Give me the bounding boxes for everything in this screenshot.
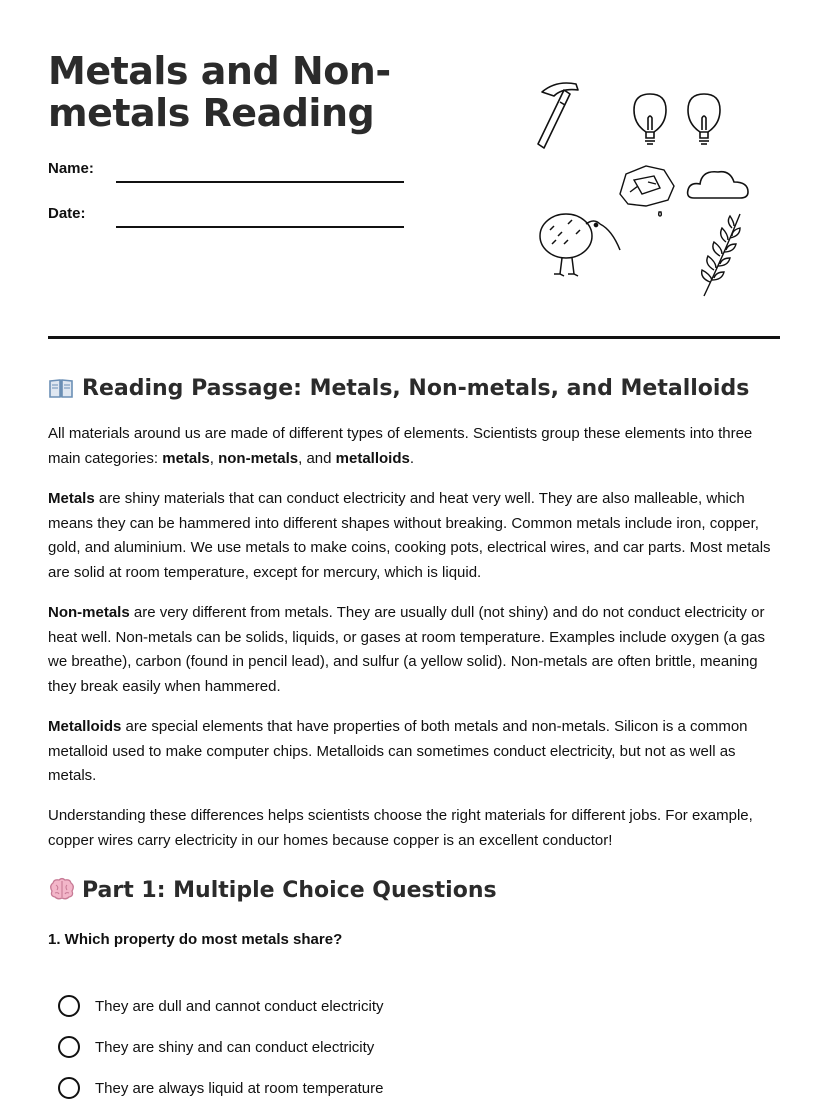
- rock-icon: [620, 166, 674, 216]
- intro-text: All materials around us are made of different types of elements. Scientists group these elements into three main categories:: [48, 425, 753, 467]
- kiwi-bird-icon: [540, 214, 620, 276]
- option-label: They are always liquid at room temperature: [95, 1079, 384, 1097]
- date-field[interactable]: [116, 226, 404, 228]
- metalloids-term: Metalloids: [48, 718, 122, 735]
- brain-icon: [48, 877, 76, 909]
- term-non-metals: non-metals: [218, 449, 299, 467]
- part1-heading: [48, 877, 497, 909]
- term-metals: metals: [162, 449, 210, 467]
- page-title: Metals and Non-metals Reading: [48, 49, 391, 135]
- materials-illustration: [534, 74, 764, 304]
- reading-passage-title: Reading Passage: Metals, Non-metals, and Metalloids: [82, 376, 750, 401]
- intro-paragraph: [48, 422, 784, 471]
- header-divider: [48, 336, 780, 339]
- name-label: Name:: [48, 160, 94, 177]
- separator: ,: [209, 449, 219, 467]
- light-bulb-icon: [634, 94, 666, 144]
- question-1: 1. Which property do most metals share?: [48, 931, 343, 948]
- separator: , and: [298, 449, 336, 467]
- radio-button[interactable]: [58, 1036, 80, 1058]
- part1-title: Part 1: Multiple Choice Questions: [82, 878, 497, 903]
- metals-paragraph: [48, 487, 784, 585]
- question-1-option-a[interactable]: [58, 993, 384, 1019]
- radio-button[interactable]: [58, 995, 80, 1017]
- metals-text: are shiny materials that can conduct electricity and heat very well. They are also malleable, which means they can be hammered into different shapes without breaking. Common metals include iron, copper, gold, and aluminium. We use metals to make coins, cooking pots, electrical wires, and car parts. Most metals are solid at room temperature, except for mercury, which is liquid.: [48, 490, 771, 581]
- name-field[interactable]: [116, 181, 404, 183]
- cloud-icon: [688, 172, 748, 198]
- radio-button[interactable]: [58, 1077, 80, 1099]
- metals-term: Metals: [48, 490, 95, 507]
- period: .: [409, 449, 415, 467]
- option-label: They are shiny and can conduct electricity: [95, 1038, 375, 1056]
- non-metals-paragraph: [48, 601, 784, 699]
- option-label: They are dull and cannot conduct electricity: [95, 997, 384, 1015]
- reading-passage-heading: [48, 375, 749, 407]
- question-1-option-b[interactable]: [58, 1034, 374, 1060]
- question-1-option-c[interactable]: [58, 1075, 383, 1101]
- book-icon: [48, 377, 76, 407]
- worksheet-page: [48, 0, 780, 1097]
- hammer-icon: [538, 83, 578, 148]
- non-metals-text: are very different from metals. They are usually dull (not shiny) and do not conduct electricity or heat well. Non-metals can be solids, liquids, or gases at room temperature. Examples include oxygen (a gas we breathe), carbon (found in pencil lead), and sulfur (a yellow solid). Non-metals are often brittle, meaning they break easily when hammered.: [48, 604, 766, 695]
- fern-leaf-icon: [702, 214, 740, 296]
- non-metals-term: Non-metals: [48, 604, 130, 621]
- metalloids-paragraph: [48, 715, 784, 789]
- light-bulb-icon: [688, 94, 720, 144]
- metalloids-text: are special elements that have properties of both metals and non-metals. Silicon is a common metalloid used to make computer chips. Metalloids can sometimes conduct electricity, but not as well as metals.: [48, 718, 748, 784]
- date-label: Date:: [48, 205, 86, 222]
- worksheet-header: [48, 0, 780, 340]
- conclusion-paragraph: Understanding these differences helps scientists choose the right materials for different jobs. For example, copper wires carry electricity in our homes because copper is an excellent conductor!: [48, 807, 753, 849]
- term-metalloids: metalloids: [335, 449, 410, 467]
